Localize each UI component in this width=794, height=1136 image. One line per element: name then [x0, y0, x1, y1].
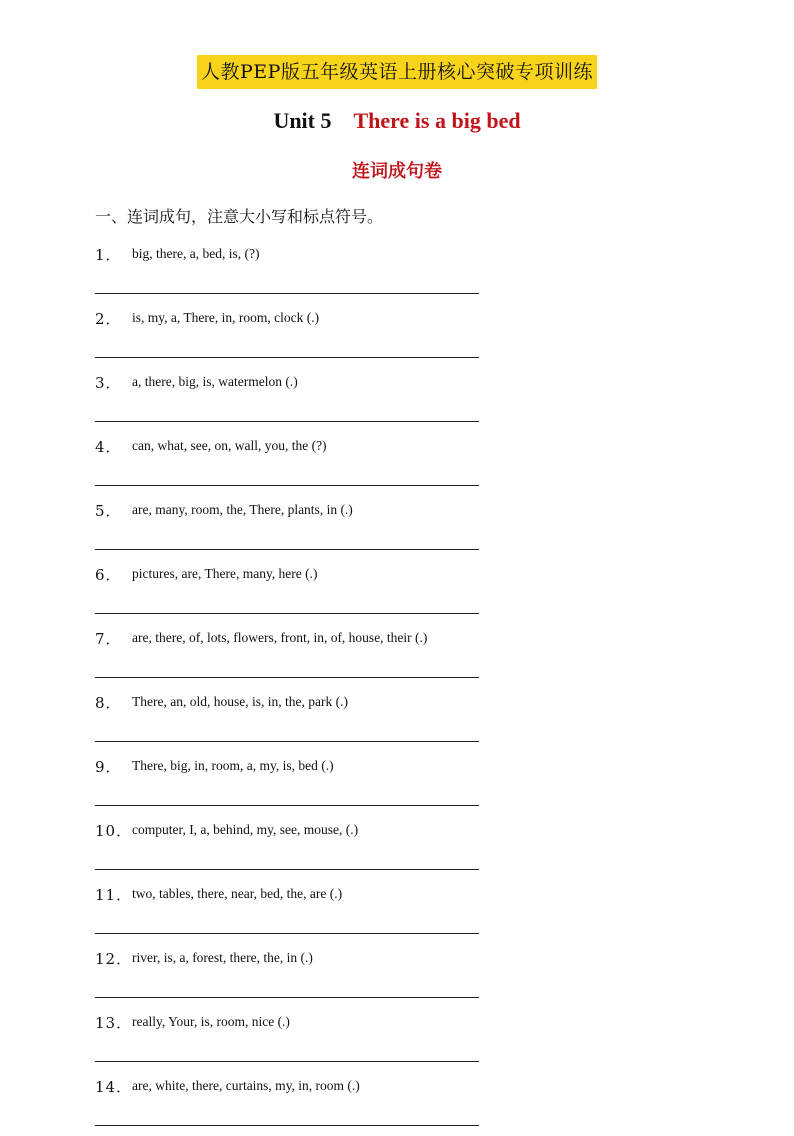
answer-line[interactable]	[95, 1125, 479, 1126]
answer-line[interactable]	[95, 357, 479, 358]
question-words: river, is, a, forest, there, the, in (.)	[132, 950, 313, 965]
question-item	[95, 240, 495, 304]
question-words: are, there, of, lots, flowers, front, in, of, house, their (.)	[132, 630, 428, 645]
question-list	[95, 240, 495, 1136]
question-item	[95, 880, 495, 944]
question-number: 3．	[95, 374, 122, 392]
question-number: 13．	[95, 1014, 133, 1032]
answer-line[interactable]	[95, 485, 479, 486]
question-item	[95, 368, 495, 432]
question-words: a, there, big, is, watermelon (.)	[132, 374, 298, 389]
answer-line[interactable]	[95, 293, 479, 294]
question-words: There, big, in, room, a, my, is, bed (.)	[132, 758, 334, 773]
question-item	[95, 304, 495, 368]
answer-line[interactable]	[95, 805, 479, 806]
question-number: 12．	[95, 950, 133, 968]
question-number: 11．	[95, 886, 133, 904]
answer-line[interactable]	[95, 869, 479, 870]
answer-line[interactable]	[95, 1061, 479, 1062]
question-words: big, there, a, bed, is, (?)	[132, 246, 260, 261]
unit-title: There is a big bed	[353, 108, 521, 133]
question-number: 14．	[95, 1078, 133, 1096]
answer-line[interactable]	[95, 613, 479, 614]
question-item	[95, 944, 495, 1008]
question-words: pictures, are, There, many, here (.)	[132, 566, 318, 581]
question-words: are, white, there, curtains, my, in, room (.)	[132, 1078, 360, 1093]
answer-line[interactable]	[95, 933, 479, 934]
question-number: 6．	[95, 566, 122, 584]
question-item	[95, 1008, 495, 1072]
question-words: computer, I, a, behind, my, see, mouse, (.)	[132, 822, 359, 837]
question-number: 1．	[95, 246, 122, 264]
question-words: There, an, old, house, is, in, the, park (.)	[132, 694, 348, 709]
answer-line[interactable]	[95, 549, 479, 550]
answer-line[interactable]	[95, 741, 479, 742]
question-item	[95, 816, 495, 880]
question-number: 10．	[95, 822, 133, 840]
title-banner: 人教PEP版五年级英语上册核心突破专项训练	[197, 55, 597, 89]
section-instruction: 一、连词成句，注意大小写和标点符号。	[95, 207, 384, 226]
question-number: 2．	[95, 310, 122, 328]
question-item	[95, 560, 495, 624]
question-item	[95, 1072, 495, 1136]
answer-line[interactable]	[95, 677, 479, 678]
question-number: 7．	[95, 630, 122, 648]
unit-heading	[0, 108, 794, 134]
question-words: are, many, room, the, There, plants, in (.)	[132, 502, 353, 517]
question-number: 9．	[95, 758, 122, 776]
question-number: 5．	[95, 502, 122, 520]
answer-line[interactable]	[95, 997, 479, 998]
question-words: is, my, a, There, in, room, clock (.)	[132, 310, 320, 325]
question-words: can, what, see, on, wall, you, the (?)	[132, 438, 327, 453]
question-item	[95, 752, 495, 816]
question-number: 8．	[95, 694, 122, 712]
title-banner-wrap	[0, 55, 794, 89]
question-item	[95, 432, 495, 496]
question-item	[95, 688, 495, 752]
question-number: 4．	[95, 438, 122, 456]
question-words: really, Your, is, room, nice (.)	[132, 1014, 290, 1029]
question-item	[95, 496, 495, 560]
question-words: two, tables, there, near, bed, the, are (.)	[132, 886, 343, 901]
answer-line[interactable]	[95, 421, 479, 422]
worksheet-subtitle: 连词成句卷	[352, 161, 442, 182]
question-item	[95, 624, 495, 688]
unit-label: Unit 5	[273, 108, 332, 133]
